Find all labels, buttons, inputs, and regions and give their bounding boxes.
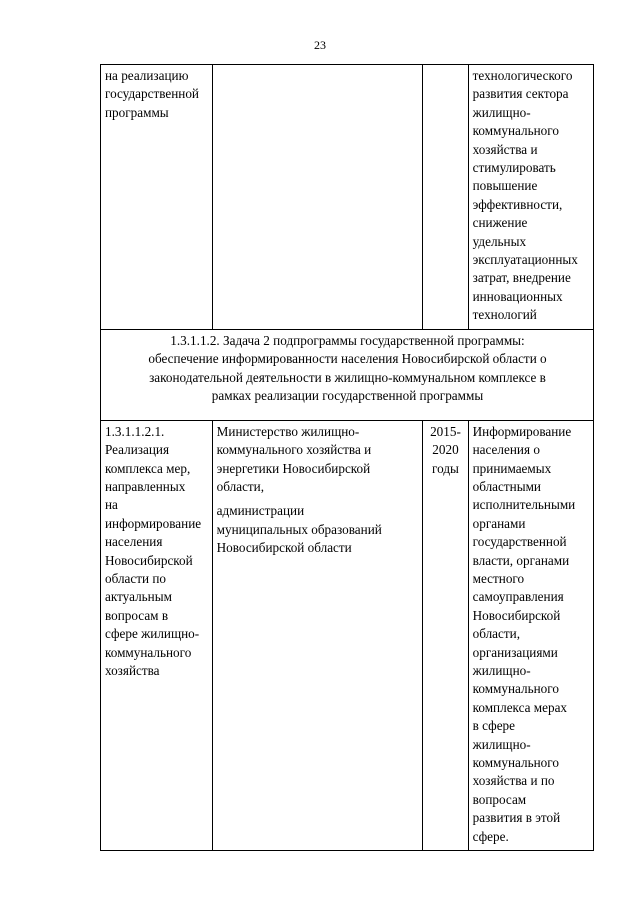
text-line: хозяйства [105, 662, 160, 678]
executor-ministry [217, 423, 420, 497]
text-line: населения о [472, 442, 540, 458]
text-line: Реализация [105, 442, 170, 458]
text-line: жилищно- [472, 104, 531, 120]
text-line: области, [472, 626, 521, 642]
text-line: принимаемых [472, 460, 552, 476]
text-line: 2015- [430, 423, 461, 439]
text-line: жилищно- [472, 736, 531, 752]
text-line: годы [432, 460, 459, 476]
text-line: технологий [472, 307, 537, 323]
text-line: коммунального [472, 123, 559, 139]
text-line: инновационных [472, 288, 563, 304]
cell-executors [212, 420, 423, 850]
text-line: на реализацию [105, 68, 189, 83]
text-line: актуальным [105, 589, 172, 605]
text-line: муниципальных образований [216, 521, 382, 537]
text-line: области, [216, 478, 265, 494]
text-line: комплекса мер, [105, 460, 191, 476]
text-line: эффективности, [472, 196, 563, 212]
text-line: развития в этой [472, 810, 561, 826]
text-line: вопросам в [105, 607, 169, 623]
text-line: развития сектора [472, 86, 569, 102]
text-line: власти, органами [472, 552, 570, 568]
task-heading-row [101, 329, 594, 420]
cell-row1-col1 [101, 65, 213, 330]
text-line: 1.3.1.1.2.1. [105, 423, 165, 439]
text-line: информирование [105, 515, 202, 531]
text-line: вопросам [472, 791, 527, 807]
text-line: 1.3.1.1.2. Задача 2 подпрограммы государственной программы: [170, 332, 525, 348]
text-line: коммунального [472, 755, 559, 770]
text-line: 2020 [432, 442, 459, 458]
text-line: области по [105, 570, 167, 586]
cell-row1-col3 [423, 65, 468, 330]
cell-period [423, 420, 468, 850]
text-line: Новосибирской области [216, 540, 352, 556]
text-line: на [105, 497, 118, 513]
text-line: хозяйства и [472, 141, 538, 157]
page-number: 23 [314, 38, 326, 52]
text-line: самоуправления [472, 589, 564, 605]
table-row [101, 65, 594, 330]
text-line: законодательной деятельности в жилищно-коммунальном комплексе в [149, 369, 546, 385]
table-row [101, 420, 594, 850]
text-line: местного [472, 570, 525, 586]
text-line: исполнительными [472, 497, 576, 513]
cell-measure-name [101, 420, 213, 850]
text-line: обеспечение информированности населения Новосибирской области о [148, 351, 547, 367]
text-line: государственной [105, 86, 199, 102]
text-line: коммунального [105, 644, 192, 660]
text-line: государственной [472, 534, 567, 550]
text-line: рамках реализации государственной программы [211, 387, 484, 403]
cell-row1-col2 [212, 65, 423, 330]
text-line: повышение [472, 178, 538, 194]
text-line: энергетики Новосибирской [216, 460, 371, 476]
text-line: Информирование [472, 423, 572, 439]
cell-row1-col4 [468, 65, 593, 330]
text-line: коммунального [472, 681, 559, 697]
text-line: областными [472, 478, 541, 494]
text-line: комплекса мерах [472, 699, 568, 715]
text-line: Министерство жилищно- [216, 423, 360, 439]
text-line: Новосибирской [472, 607, 561, 623]
text-line: в сфере [472, 718, 516, 734]
executor-administrations [217, 502, 420, 557]
text-line: затрат, внедрение [472, 270, 571, 286]
text-line: населения [105, 534, 163, 550]
text-line: эксплуатационных [472, 252, 578, 268]
text-line: стимулировать [472, 160, 556, 176]
text-line: хозяйства и по [472, 773, 555, 789]
text-line: коммунального хозяйства и [216, 442, 372, 458]
program-table [100, 64, 594, 851]
task-heading [101, 329, 594, 420]
text-line: технологического [472, 68, 573, 83]
text-line: сфере. [472, 828, 509, 844]
text-line: органами [472, 515, 526, 531]
text-line: направленных [105, 478, 186, 494]
text-line: жилищно- [472, 662, 531, 678]
text-line: Новосибирской [105, 552, 193, 568]
text-line: администрации [216, 503, 305, 519]
text-line: сфере жилищно- [105, 626, 200, 642]
text-line: удельных [472, 233, 527, 249]
text-line: снижение [472, 215, 528, 231]
text-line: программы [105, 104, 169, 120]
text-line: организациями [472, 644, 558, 660]
cell-result [468, 420, 593, 850]
